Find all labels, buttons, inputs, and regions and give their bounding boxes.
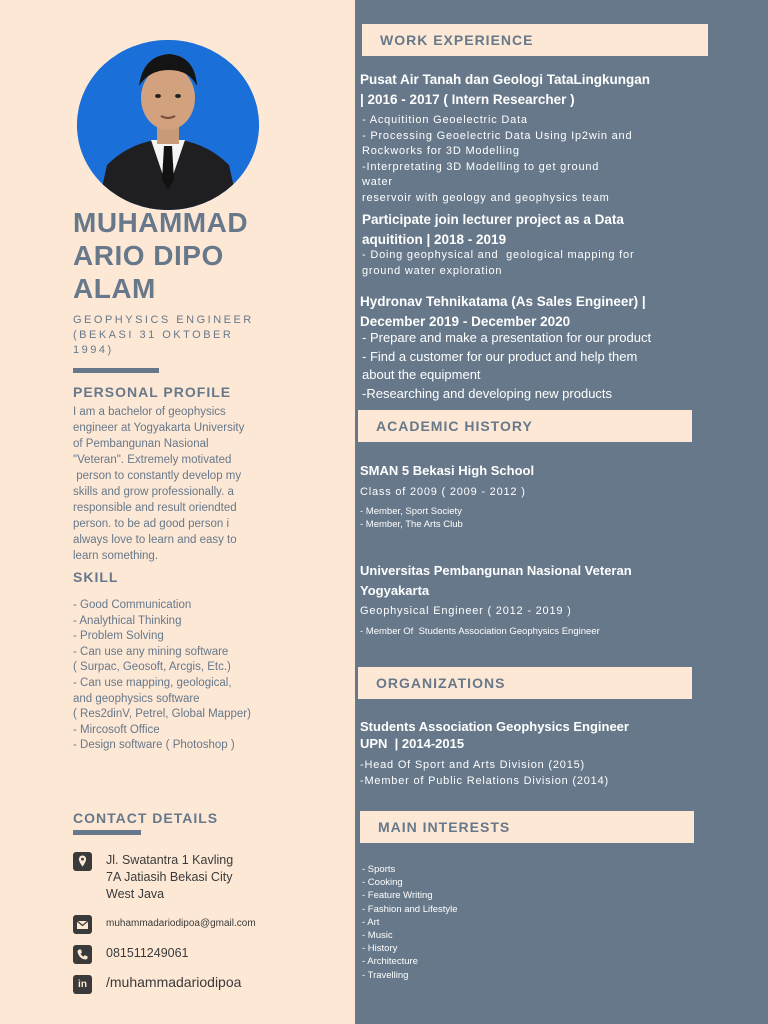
job-detail-line: water <box>362 176 393 189</box>
interest-item: - Sports <box>362 864 396 875</box>
person-name <box>73 206 248 305</box>
linkedin-link[interactable]: /muhammadariodipoa <box>106 974 242 990</box>
name-line-3: ALAM <box>73 273 156 304</box>
profile-line: person to constantly develop my <box>73 470 242 482</box>
address-line: 7A Jatiasih Bekasi City <box>106 870 233 884</box>
skill-list <box>73 598 251 754</box>
subtitle-line-3: 1994) <box>73 344 114 356</box>
job-title-line: aquitition | 2018 - 2019 <box>362 232 507 247</box>
skill-item: - Design software ( Photoshop ) <box>73 739 235 752</box>
subtitle-line-1: GEOPHYSICS ENGINEER <box>73 314 254 326</box>
organization-role: -Head Of Sport and Arts Division (2015) <box>360 759 586 771</box>
contact-divider-bar <box>73 830 141 835</box>
organization-title-line: UPN | 2014-2015 <box>360 736 465 751</box>
job-title-line: December 2019 - December 2020 <box>360 314 571 329</box>
skill-heading: SKILL <box>73 569 119 585</box>
school-activity-item: - Member, Sport Society <box>360 506 462 517</box>
skill-item: - Can use any mining software <box>73 645 229 658</box>
job-subtitle <box>73 313 273 358</box>
school-1-items <box>360 505 463 531</box>
profile-line: person. to be ad good person i <box>73 518 230 530</box>
personal-profile-heading: PERSONAL PROFILE <box>73 384 232 400</box>
school-2-item: - Member Of Students Association Geophysics Engineer <box>360 626 600 637</box>
profile-line: responsible and result oriendted <box>73 502 237 514</box>
academic-history-heading: ACADEMIC HISTORY <box>358 410 692 442</box>
job-detail-line: -Researching and developing new products <box>362 385 613 401</box>
profile-line: of Pembangunan Nasional <box>73 438 209 450</box>
skill-item: - Good Communication <box>73 599 192 611</box>
profile-line: I am a bachelor of geophysics <box>73 406 226 418</box>
divider-bar <box>73 368 159 373</box>
personal-profile-text <box>73 404 283 564</box>
subtitle-line-2: (BEKASI 31 OKTOBER <box>73 329 234 341</box>
job-detail-line: - Acquitition Geoelectric Data <box>362 114 528 126</box>
profile-line: "Veteran". Extremely motivated <box>73 454 232 466</box>
skill-item: ( Surpac, Geosoft, Arcgis, Etc.) <box>73 661 231 674</box>
job-detail-line: - Prepare and make a presentation for our product <box>362 330 652 345</box>
job-detail-line: - Processing Geoelectric Data Using Ip2win and <box>362 129 633 142</box>
school-name-line: Yogyakarta <box>360 583 430 598</box>
job-title-line: Participate join lecturer project as a Data <box>362 212 624 227</box>
job-detail-line: - Doing geophysical and geological mapping for <box>362 249 635 261</box>
address <box>106 852 233 903</box>
school-1-name: SMAN 5 Bekasi High School <box>360 463 535 478</box>
avatar <box>77 40 259 210</box>
job-1-title <box>360 70 705 110</box>
job-title-line: Pusat Air Tanah dan Geologi TataLingkungan <box>360 72 651 87</box>
job-detail-line: ground water exploration <box>362 264 503 277</box>
profile-line: learn something. <box>73 550 159 562</box>
job-detail-line: about the equipment <box>362 367 481 382</box>
job-1-details <box>362 113 707 207</box>
phone-number[interactable]: 081511249061 <box>106 946 189 960</box>
profile-line: skills and grow professionally. a <box>73 486 234 498</box>
job-detail-line: Rockworks for 3D Modelling <box>362 145 520 158</box>
email-link[interactable]: muhammadariodipoa@gmail.com <box>106 918 256 929</box>
school-2-name <box>360 561 705 601</box>
name-line-1: MUHAMMAD <box>73 207 249 238</box>
job-title-line: Hydronav Tehnikatama (As Sales Engineer) | <box>360 294 646 309</box>
interest-item: - Art <box>362 916 380 928</box>
school-1-period: Class of 2009 ( 2009 - 2012 ) <box>360 486 526 498</box>
name-line-2: ARIO DIPO <box>73 240 224 271</box>
location-pin-icon <box>73 852 92 871</box>
skill-item: - Can use mapping, geological, <box>73 676 232 689</box>
work-experience-heading: WORK EXPERIENCE <box>362 24 708 56</box>
skill-item: - Problem Solving <box>73 630 164 643</box>
interest-item: - Feature Writing <box>362 890 433 902</box>
organizations-heading: ORGANIZATIONS <box>358 667 692 699</box>
job-2-details <box>362 248 707 279</box>
job-3-title <box>360 292 705 332</box>
interest-item: - History <box>362 943 398 955</box>
school-2-period: Geophysical Engineer ( 2012 - 2019 ) <box>360 605 572 617</box>
job-detail-line: - Find a customer for our product and help them <box>362 348 638 364</box>
organization-title-line: Students Association Geophysics Engineer <box>360 719 629 734</box>
profile-line: always love to learn and easy to <box>73 534 237 546</box>
interest-item: - Music <box>362 930 393 942</box>
job-detail-line: -Interpretating 3D Modelling to get ground <box>362 160 600 173</box>
linkedin-icon: in <box>73 975 92 994</box>
mail-icon <box>73 915 92 934</box>
job-2-title <box>362 210 707 250</box>
address-line: Jl. Swatantra 1 Kavling <box>106 853 234 867</box>
contact-details-heading: CONTACT DETAILS <box>73 810 219 826</box>
profile-line: engineer at Yogyakarta University <box>73 422 245 434</box>
interest-item: - Fashion and Lifestyle <box>362 903 458 915</box>
school-name-line: Universitas Pembangunan Nasional Veteran <box>360 563 632 578</box>
address-line: West Java <box>106 887 165 901</box>
organization-role: -Member of Public Relations Division (2014) <box>360 774 609 787</box>
interests-list <box>362 863 458 982</box>
school-activity-item: - Member, The Arts Club <box>360 519 463 531</box>
job-detail-line: reservoir with geology and geophysics team <box>362 191 610 204</box>
organization-roles <box>360 758 705 789</box>
job-title-line: | 2016 - 2017 ( Intern Researcher ) <box>360 92 575 107</box>
job-3-details <box>362 329 707 403</box>
phone-icon <box>73 945 92 964</box>
skill-item: - Mircosoft Office <box>73 723 160 736</box>
interest-item: - Cooking <box>362 877 403 889</box>
interest-item: - Architecture <box>362 956 418 968</box>
skill-item: ( Res2dinV, Petrel, Global Mapper) <box>73 708 251 721</box>
skill-item: and geophysics software <box>73 692 200 705</box>
organization-title <box>360 718 705 752</box>
main-interests-heading: MAIN INTERESTS <box>360 811 694 843</box>
profile-photo-illustration <box>77 40 259 210</box>
skill-item: - Analythical Thinking <box>73 614 182 627</box>
interest-item: - Travelling <box>362 969 409 981</box>
